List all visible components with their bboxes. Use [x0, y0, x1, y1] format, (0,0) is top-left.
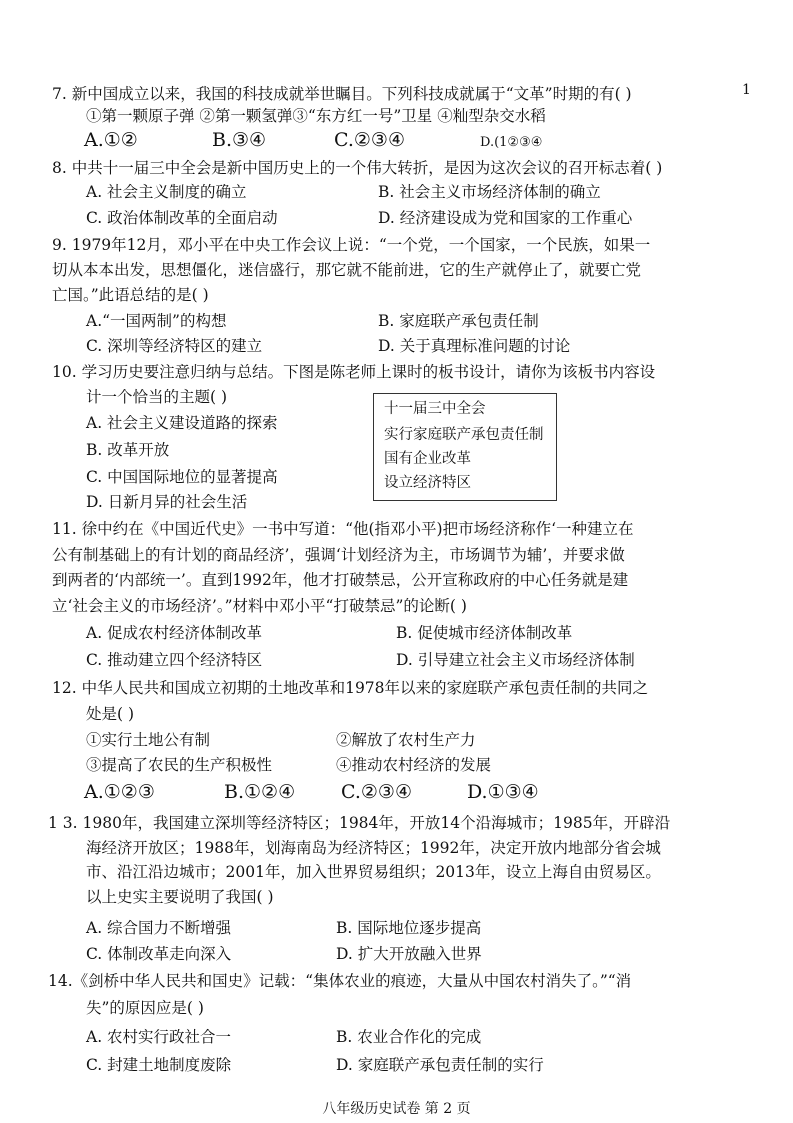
- q10-option-c: C. 中国国际地位的显著提高: [86, 468, 278, 486]
- q7-option-c: C.②③④: [334, 129, 405, 151]
- board-line: 十一届三中全会: [384, 401, 486, 417]
- board-line: 设立经济特区: [384, 475, 471, 491]
- q14-option-d: D. 家庭联产承包责任制的实行: [336, 1056, 544, 1074]
- q13-option-a: A. 综合国力不断增强: [86, 919, 232, 937]
- q11-option-c: C. 推动建立四个经济特区: [86, 651, 263, 669]
- q7-option-d: D.(1②③④: [480, 135, 543, 150]
- q11-stem-line3: 到两者的‘内部统一’。直到1992年，他才打破禁忌，公开宣称政府的中心任务就是建: [52, 571, 629, 589]
- q13-option-c: C. 体制改革走向深入: [86, 945, 232, 963]
- q9-stem-line3: 亡国。”此语总结的是( ): [52, 286, 209, 304]
- q7-items: ①第一颗原子弹 ②第一颗氢弹③“东方红一号”卫星 ④籼型杂交水稻: [86, 107, 546, 125]
- q11-option-b: B. 促使城市经济体制改革: [396, 624, 573, 642]
- q13-stem-line3: 市、沿江沿边城市；2001年，加入世界贸易组织；2013年，设立上海自由贸易区。: [86, 863, 661, 881]
- page-footer: 八年级历史试卷 第 2 页: [322, 1101, 471, 1117]
- blackboard-design-box: [373, 393, 557, 501]
- q7-option-a: A.①②: [84, 129, 138, 151]
- q12-item-2: ②解放了农村生产力: [336, 731, 476, 749]
- q8-option-c: C. 政治体制改革的全面启动: [86, 209, 278, 227]
- q10-option-d: D. 日新月异的社会生活: [86, 493, 248, 511]
- q11-stem-line1: 11. 徐中约在《中国近代史》一书中写道：“他(指邓小平)把市场经济称作‘一种建立在: [52, 520, 634, 538]
- q13-option-b: B. 国际地位逐步提高: [336, 919, 482, 937]
- q14-option-c: C. 封建土地制度废除: [86, 1056, 232, 1074]
- q8-option-b: B. 社会主义市场经济体制的确立: [378, 183, 601, 201]
- q13-stem-line2: 海经济开放区；1988年，划海南岛为经济特区；1992年，决定开放内地部分省会城: [86, 839, 661, 857]
- q9-option-a: A.“一国两制”的构想: [86, 312, 227, 330]
- q8-stem: 8. 中共十一届三中全会是新中国历史上的一个伟大转折，是因为这次会议的召开标志着( ): [52, 159, 663, 177]
- q12-stem-line2: 处是( ): [86, 705, 135, 723]
- q10-option-a: A. 社会主义建设道路的探索: [86, 414, 278, 432]
- q10-option-b: B. 改革开放: [86, 441, 170, 459]
- q12-option-d: D.①③④: [467, 781, 539, 803]
- q13-stem-line1: 1 3. 1980年，我国建立深圳等经济特区；1984年，开放14个沿海城市；1985年，开辟沿: [48, 814, 671, 832]
- q11-option-d: D. 引导建立社会主义市场经济体制: [396, 651, 635, 669]
- q14-option-b: B. 农业合作化的完成: [336, 1028, 482, 1046]
- q9-stem-line2: 切从本本出发，思想僵化，迷信盛行，那它就不能前进，它的生产就停止了，就要亡党: [52, 261, 642, 279]
- q14-stem-line1: 14.《剑桥中华人民共和国史》记载：“集体农业的痕迹，大量从中国农村消失了。”“消: [48, 972, 632, 990]
- q10-stem-line1: 10. 学习历史要注意归纳与总结。下图是陈老师上课时的板书设计，请你为该板书内容设: [52, 363, 656, 381]
- board-line: 实行家庭联产承包责任制: [384, 427, 544, 443]
- q7-stem: 7. 新中国成立以来，我国的科技成就举世瞩目。下列科技成就属于“文革”时期的有( ): [52, 85, 632, 103]
- q12-stem-line1: 12. 中华人民共和国成立初期的土地改革和1978年以来的家庭联产承包责任制的共同之: [52, 679, 649, 697]
- q13-stem-line4: 以上史实主要说明了我国( ): [86, 888, 274, 906]
- q12-option-b: B.①②④: [224, 781, 296, 803]
- q9-option-c: C. 深圳等经济特区的建立: [86, 337, 263, 355]
- q10-stem-line2: 计一个恰当的主题( ): [86, 388, 228, 406]
- q12-item-4: ④推动农村经济的发展: [336, 756, 492, 774]
- q11-stem-line2: 公有制基础上的有计划的商品经济’，强调‘计划经济为主，市场调节为辅’，并要求做: [52, 546, 625, 564]
- q11-option-a: A. 促成农村经济体制改革: [86, 624, 263, 642]
- q12-option-a: A.①②③: [84, 781, 155, 803]
- q14-option-a: A. 农村实行政社合一: [86, 1028, 232, 1046]
- q9-option-b: B. 家庭联产承包责任制: [378, 312, 539, 330]
- q11-stem-line4: 立‘社会主义的市场经济’。”材料中邓小平“打破禁忌”的论断( ): [52, 597, 467, 615]
- q9-stem-line1: 9. 1979年12月，邓小平在中央工作会议上说：“一个党，一个国家，一个民族，如果一: [52, 236, 651, 254]
- board-line: 国有企业改革: [384, 451, 471, 467]
- side-page-number: 1: [742, 82, 751, 98]
- q9-option-d: D. 关于真理标准问题的讨论: [378, 337, 571, 355]
- q12-item-3: ③提高了农民的生产积极性: [86, 756, 273, 774]
- q12-option-c: C.②③④: [341, 781, 412, 803]
- q12-item-1: ①实行土地公有制: [86, 731, 211, 749]
- q7-option-b: B.③④: [212, 129, 267, 151]
- q14-stem-line2: 失”的原因应是( ): [86, 999, 204, 1017]
- q13-option-d: D. 扩大开放融入世界: [336, 945, 482, 963]
- q8-option-d: D. 经济建设成为党和国家的工作重心: [378, 209, 633, 227]
- q8-option-a: A. 社会主义制度的确立: [86, 183, 247, 201]
